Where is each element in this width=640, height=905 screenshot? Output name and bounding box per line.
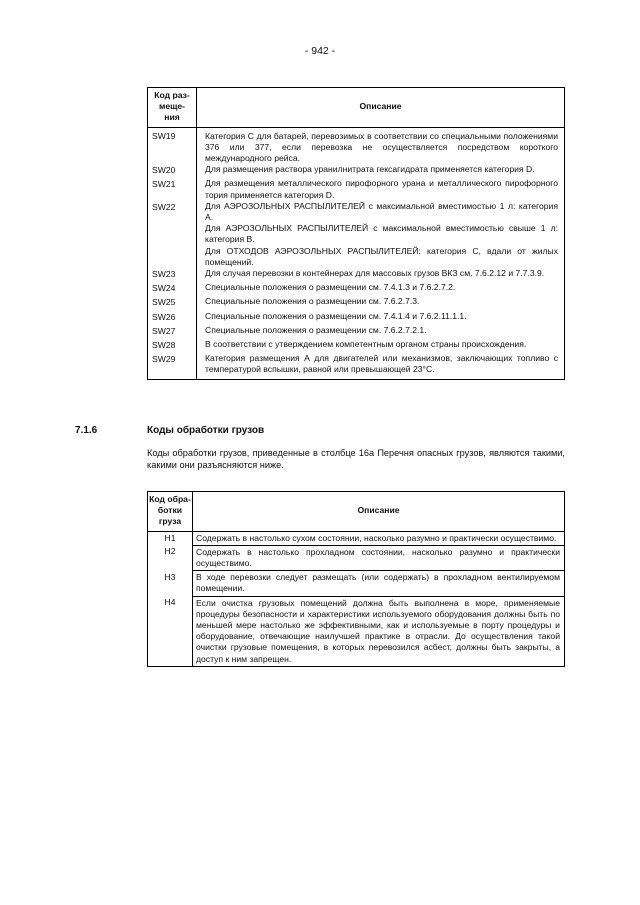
handling-code-header: Код обра- ботки груза [148, 492, 193, 532]
row-code: SW21 [152, 179, 176, 190]
row-code: SW29 [152, 354, 176, 365]
row-description: Категория размещения А для двигателей или механизмов, заключающих топливо с температурой вспышки, равной или превышающей 23°С. [197, 353, 565, 379]
table-row [148, 127, 565, 164]
row-code: H2 [148, 545, 193, 570]
row-code: H4 [148, 596, 193, 666]
row-description: Специальные положения о размещении см. 7.6.2.7.2.1. [197, 325, 565, 339]
handling-codes-table [147, 491, 565, 667]
row-description: Специальные положения о размещении см. 7.6.2.7.3. [197, 296, 565, 310]
row-description: Если очистка грузовых помещений должна быть выполнена в море, применяемые процедуры безопасности и характеристики используемого оборудования должны быть по меньшей мере настолько же эффективными, как и используемые в порту процедуры и оборудование, отвечающие наилучшей практике в отрасли. До осуществления такой очистки грузовые помещения, в которых перевозился асбест, должны быть закрыты, а доступ к ним запрещен. [196, 597, 560, 664]
table-row [148, 268, 565, 282]
page-number: - 942 - [304, 45, 336, 57]
row-description: В соответствии с утверждением компетентным органом страны происхождения. [197, 339, 565, 353]
row-code: H3 [148, 571, 193, 596]
row-description: Категория С для батарей, перевозимых в соответствии со специальными положениями 376 или 377, если перевозка не осуществляется посредством короткого международного рейса. [197, 127, 565, 164]
row-description: Для АЭРОЗОЛЬНЫХ РАСПЫЛИТЕЛЕЙ с максимальной вместимостью 1 л: категория А. Для АЭРОЗОЛЬНЫХ РАСПЫЛИТЕЛЕЙ с максимальной вместимостью свыше 1 л: категория В. Для ОТХОДОВ АЭРОЗОЛЬНЫХ РАСПЫЛИТЕЛЕЙ: категория С, вдали от жилых помещений. [197, 201, 565, 268]
row-code: SW20 [152, 165, 176, 176]
table-row [148, 178, 565, 200]
table-row [148, 353, 565, 379]
row-code: SW27 [152, 325, 176, 336]
table-row [148, 282, 565, 296]
row-code: SW23 [152, 269, 176, 280]
row-code: SW25 [152, 297, 176, 308]
table-row [148, 339, 565, 353]
row-description: Для случая перевозки в контейнерах для массовых грузов ВКЗ см. 7.6.2.12 и 7.7.3.9. [197, 268, 565, 282]
row-code: SW22 [152, 201, 176, 212]
table-row [148, 201, 565, 268]
table-row [148, 311, 565, 325]
row-description: Специальные положения о размещении см. 7.4.1.4 и 7.6.2.11.1.1. [197, 311, 565, 325]
table-row [148, 296, 565, 310]
stowage-desc-header: Описание [197, 88, 565, 128]
table-row [148, 596, 565, 666]
row-description: Содержать в настолько прохладном состоянии, насколько разумно и практически осуществимо. [193, 545, 565, 570]
section-title: Коды обработки грузов [147, 425, 265, 436]
row-description: Специальные положения о размещении см. 7.4.1.3 и 7.6.2.7.2. [197, 282, 565, 296]
row-code: SW24 [152, 283, 176, 294]
row-code: SW28 [152, 340, 176, 351]
table-row [148, 545, 565, 570]
table-row [148, 571, 565, 596]
row-code: SW19 [152, 130, 176, 141]
section-intro: Коды обработки грузов, приведенные в столбце 16а Перечня опасных грузов, являются такими, какими они разъясняются ниже. [147, 448, 565, 470]
table-row [148, 325, 565, 339]
table-row [148, 164, 565, 178]
row-code: SW26 [152, 311, 176, 322]
section-number: 7.1.6 [75, 425, 98, 436]
row-description: В ходе перевозки следует размещать (или содержать) в прохладном вентилируемом помещении. [193, 571, 565, 596]
handling-desc-header: Описание [193, 492, 565, 532]
row-description: Для размещения металлического пирофорного урана и металлического пирофорного тория применяется категория D. [197, 178, 565, 200]
stowage-codes-table [147, 87, 565, 380]
row-description: Для размещения раствора уранилнитрата гексагидрата применяется категория D. [197, 164, 565, 178]
stowage-code-header: Код раз- меще- ния [148, 88, 197, 128]
table-row [148, 531, 565, 545]
row-description: Содержать в настолько сухом состоянии, насколько разумно и практически осуществимо. [193, 531, 565, 545]
row-code: H1 [148, 531, 193, 545]
